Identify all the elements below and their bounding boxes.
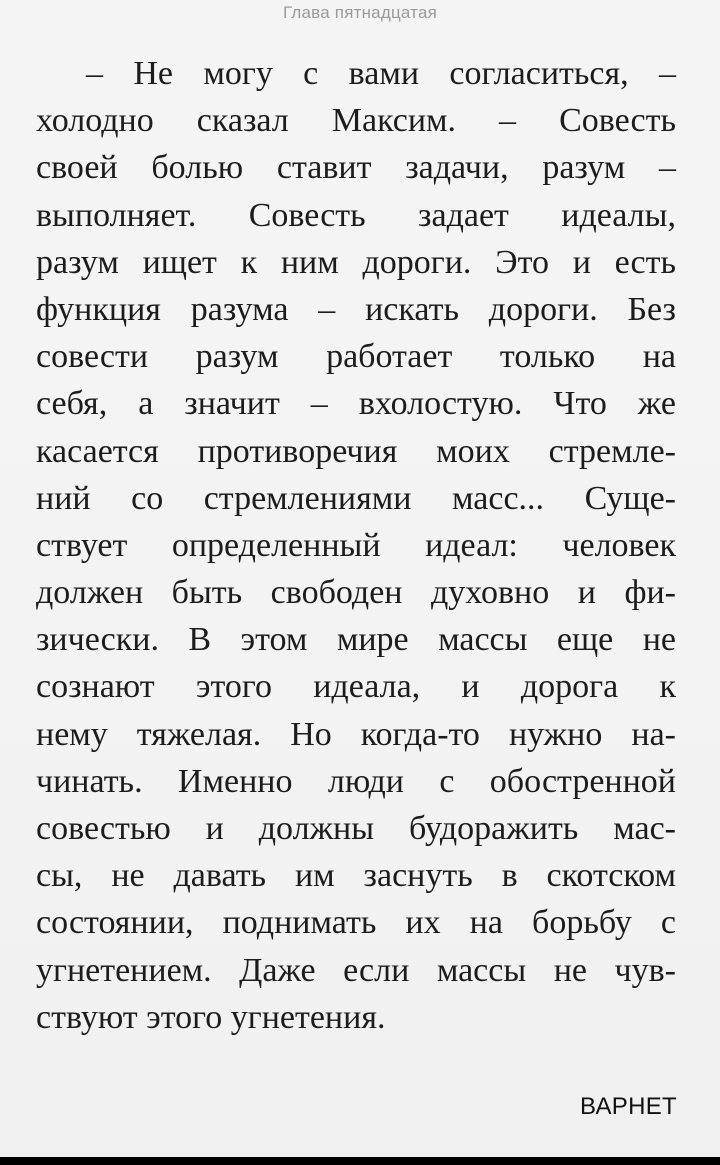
text-line: выполняет. Совесть задает идеалы, [36, 196, 676, 234]
text-line: ний со стремлениями масс... Суще- [36, 479, 676, 517]
author-tag: ВАРНЕТ [579, 1093, 677, 1120]
text-line: угнетением. Даже если массы не чув- [36, 951, 676, 989]
text-line: касается противоречия моих стремле- [36, 432, 676, 470]
text-line: чинать. Именно люди с обостренной [36, 762, 676, 800]
text-line: ствует определенный идеал: человек [36, 526, 676, 564]
chapter-title: Глава пятнадцатая [282, 3, 438, 22]
text-line: холодно сказал Максим. – Совесть [36, 102, 676, 140]
text-line: своей болью ставит задачи, разум – [36, 149, 676, 187]
text-line: совести разум работает только на [36, 338, 676, 376]
text-line: функция разума – искать дороги. Без [36, 290, 676, 328]
text-line: зически. В этом мире массы еще не [36, 621, 676, 659]
text-line: нему тяжелая. Но когда-то нужно на- [36, 715, 676, 753]
text-line: должен быть свободен духовно и фи- [36, 574, 676, 612]
text-line: совестью и должны будоражить мас- [36, 810, 676, 847]
text-line: состоянии, поднимать их на борьбу с [36, 904, 676, 942]
text-line: сы, не давать им заснуть в скотском [36, 857, 676, 895]
page-text [36, 50, 676, 1041]
text-line: разум ищет к ним дороги. Это и есть [36, 243, 676, 281]
text-line: – Не могу с вами согласиться, – [86, 55, 676, 92]
text-line: себя, а значит – вхолостую. Что же [36, 385, 676, 423]
text-line: ствуют этого угнетения. [36, 998, 386, 1036]
text-line: сознают этого идеала, и дорога к [36, 668, 676, 706]
